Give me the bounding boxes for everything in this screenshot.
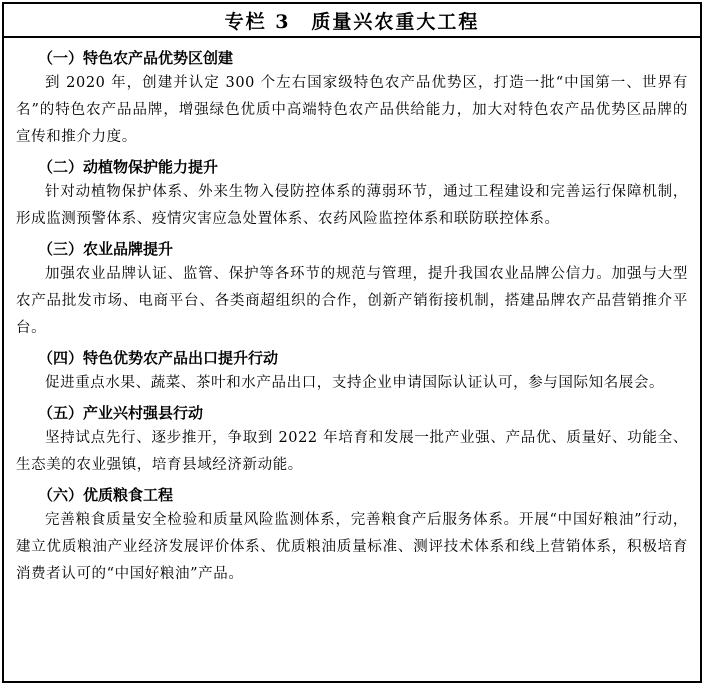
section-1 bbox=[16, 46, 688, 151]
feature-box bbox=[2, 2, 702, 683]
section-4 bbox=[16, 346, 688, 397]
box-content bbox=[4, 38, 700, 588]
section-heading: （三）农业品牌提升 bbox=[38, 240, 174, 258]
section-heading: （五）产业兴村强县行动 bbox=[38, 404, 204, 422]
section-body: 促进重点水果、蔬菜、茶叶和水产品出口，支持企业申请国际认证认可，参与国际知名展会。 bbox=[45, 375, 665, 391]
section-body: 完善粮食质量安全检验和质量风险监测体系，完善粮食产后服务体系。开展“中国好粮油”行动，建立优质粮油产业经济发展评价体系、优质粮油质量标准、测评技术体系和线上营销体系，积极培育消费者认可的“中国好粮油”产品。 bbox=[16, 512, 688, 582]
section-heading: （六）优质粮食工程 bbox=[38, 486, 174, 504]
section-heading: （二）动植物保护能力提升 bbox=[38, 158, 219, 176]
section-5 bbox=[16, 401, 688, 479]
section-body: 加强农业品牌认证、监管、保护等各环节的规范与管理，提升我国农业品牌公信力。加强与大型农产品批发市场、电商平台、各类商超组织的合作，创新产销衔接机制，搭建品牌农产品营销推介平台。 bbox=[16, 266, 688, 336]
section-body: 针对动植物保护体系、外来生物入侵防控体系的薄弱环节，通过工程建设和完善运行保障机制，形成监测预警体系、疫情灾害应急处置体系、农药风险监控体系和联防联控体系。 bbox=[16, 184, 688, 227]
section-body: 坚持试点先行、逐步推开，争取到 2022 年培育和发展一批产业强、产品优、质量好、功能全、生态美的农业强镇，培育县域经济新动能。 bbox=[16, 430, 688, 473]
section-heading: （一）特色农产品优势区创建 bbox=[38, 49, 234, 67]
section-6 bbox=[16, 483, 688, 588]
section-2 bbox=[16, 155, 688, 233]
section-3 bbox=[16, 237, 688, 342]
section-body: 到 2020 年，创建并认定 300 个左右国家级特色农产品优势区，打造一批“中国第一、世界有名”的特色农产品品牌，增强绿色优质中高端特色农产品供给能力，加大对特色农产品优势区品牌的宣传和推介力度。 bbox=[16, 75, 688, 145]
section-heading: （四）特色优势农产品出口提升行动 bbox=[38, 349, 279, 367]
box-title: 专栏 3 质量兴农重大工程 bbox=[4, 4, 700, 38]
